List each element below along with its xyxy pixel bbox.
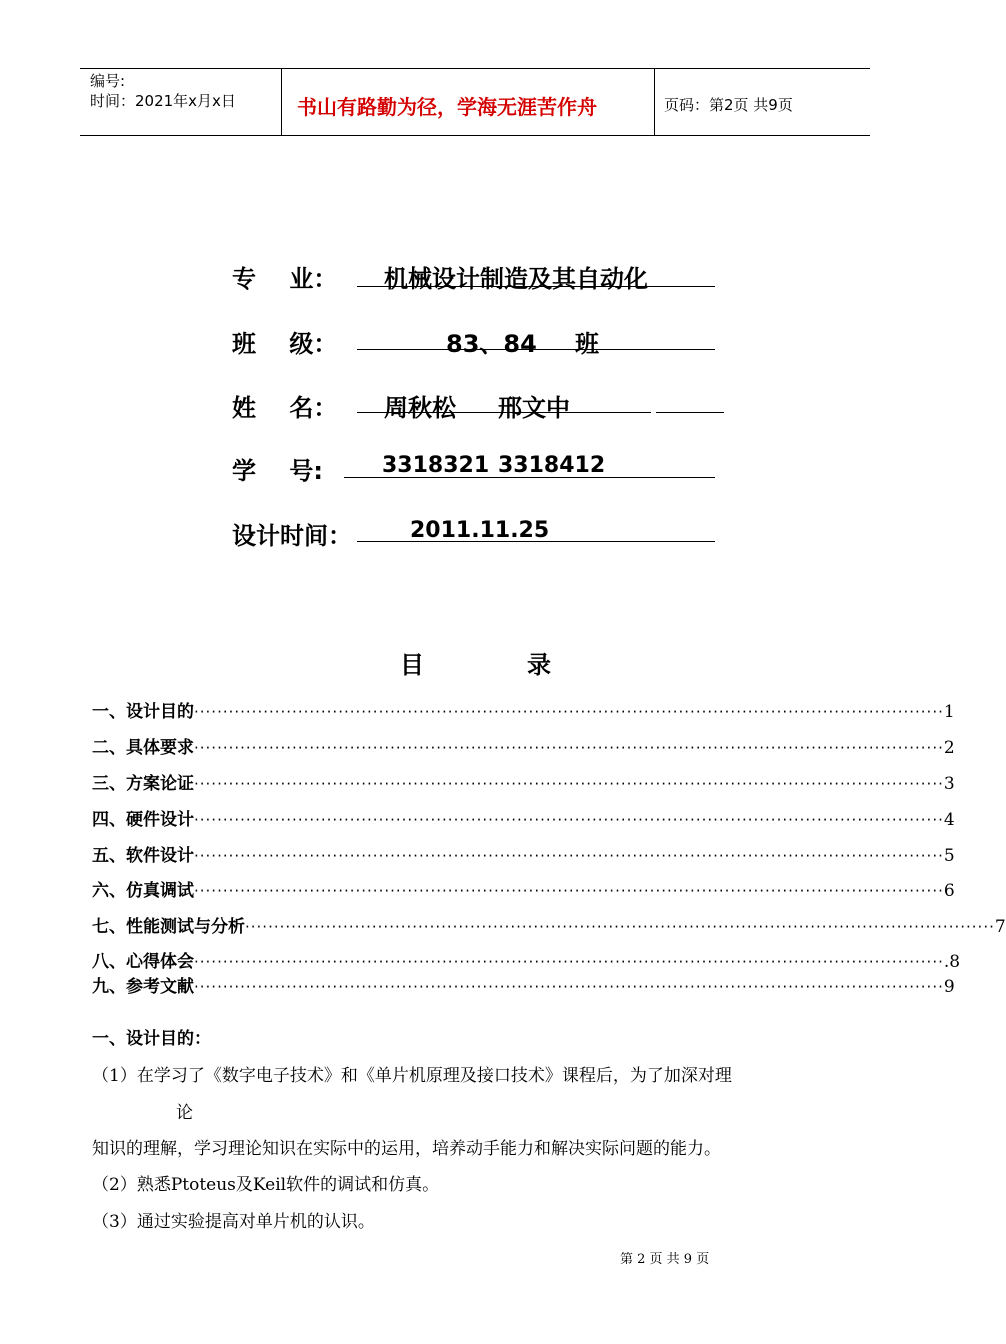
toc-item[interactable] — [92, 698, 955, 722]
toc-leader: ·································································································································· — [194, 953, 944, 971]
body-line-1-wrap: 论 — [176, 1103, 193, 1123]
id-value-2: 3318412 — [498, 453, 606, 478]
id-underline — [344, 477, 715, 478]
toc-item-label: 一、设计目的 — [92, 702, 194, 722]
toc-item-page: 5 — [943, 846, 955, 866]
toc-item-page: 6 — [943, 881, 955, 901]
toc-leader: ·································································································································· — [194, 978, 944, 996]
name-value-1: 周秋松 — [384, 394, 456, 422]
toc-item[interactable] — [92, 913, 1006, 937]
toc-item-label: 九、参考文献 — [92, 977, 194, 997]
toc-leader: ·································································································································· — [194, 703, 944, 721]
section-heading: 一、设计目的： — [92, 1029, 211, 1049]
toc-item-label: 六、仿真调试 — [92, 881, 194, 901]
class-value: 83、84 — [446, 330, 537, 358]
class-underline — [357, 349, 715, 350]
toc-item-label: 七、性能测试与分析 — [92, 917, 245, 937]
toc-item-page: 4 — [943, 810, 955, 830]
toc-item[interactable] — [92, 806, 955, 830]
toc-item[interactable] — [92, 948, 961, 972]
header-divider-1 — [281, 68, 282, 136]
body-line-2: 知识的理解，学习理论知识在实际中的运用，培养动手能力和解决实际问题的能力。 — [92, 1139, 721, 1159]
date-underline — [357, 541, 715, 542]
toc-item[interactable] — [92, 842, 955, 866]
id-label: 学 号: — [232, 457, 324, 485]
header-top-rule — [80, 68, 870, 69]
body-line-1: （1）在学习了《数字电子技术》和《单片机原理及接口技术》课程后，为了加深对理 — [92, 1066, 732, 1086]
major-value: 机械设计制造及其自动化 — [384, 265, 648, 293]
toc-leader: ·································································································································· — [194, 775, 944, 793]
toc-leader: ·································································································································· — [194, 811, 944, 829]
major-underline — [357, 286, 715, 287]
date-value: 2011.11.25 — [410, 518, 550, 543]
date-label: 设计时间： — [232, 522, 352, 550]
toc-leader: ·································································································································· — [245, 918, 995, 936]
class-suffix: 班 — [575, 330, 599, 358]
toc-item-page: 9 — [943, 977, 955, 997]
header-number-label: 编号: — [90, 72, 126, 90]
body-line-3: （2）熟悉Ptoteus及Keil软件的调试和仿真。 — [92, 1175, 440, 1195]
toc-item[interactable] — [92, 877, 955, 901]
name-value-2: 邢文中 — [498, 394, 570, 422]
toc-item-page: 1 — [943, 702, 955, 722]
name-underline-1 — [357, 412, 651, 413]
class-label: 班 级： — [232, 330, 338, 358]
header-bottom-rule — [80, 135, 870, 136]
toc-item-label: 三、方案论证 — [92, 774, 194, 794]
header-time: 时间：2021年x月x日 — [90, 92, 236, 110]
toc-leader: ·································································································································· — [194, 847, 944, 865]
toc-item[interactable] — [92, 973, 955, 997]
toc-item[interactable] — [92, 770, 955, 794]
toc-title-1: 目 — [400, 651, 424, 679]
toc-item-page: .8 — [943, 952, 961, 972]
toc-title-2: 录 — [527, 651, 551, 679]
toc-leader: ·································································································································· — [194, 882, 944, 900]
toc-item-page: 3 — [943, 774, 955, 794]
major-label: 专 业： — [232, 265, 338, 293]
toc-item[interactable] — [92, 734, 955, 758]
header-page-info: 页码：第2页 共9页 — [664, 96, 793, 114]
toc-item-label: 八、心得体会 — [92, 952, 194, 972]
toc-leader: ·································································································································· — [194, 739, 944, 757]
header-divider-2 — [654, 68, 655, 136]
name-label: 姓 名： — [232, 394, 338, 422]
toc-item-label: 二、具体要求 — [92, 738, 194, 758]
page-footer: 第 2 页 共 9 页 — [620, 1252, 710, 1267]
id-value-1: 3318321 — [382, 453, 490, 478]
header-motto: 书山有路勤为径，学海无涯苦作舟 — [297, 95, 597, 119]
toc-item-page: 7 — [994, 917, 1006, 937]
toc-item-page: 2 — [943, 738, 955, 758]
toc-item-label: 五、软件设计 — [92, 846, 194, 866]
toc-item-label: 四、硬件设计 — [92, 810, 194, 830]
body-line-4: （3）通过实验提高对单片机的认识。 — [92, 1212, 375, 1232]
name-underline-2 — [656, 412, 724, 413]
